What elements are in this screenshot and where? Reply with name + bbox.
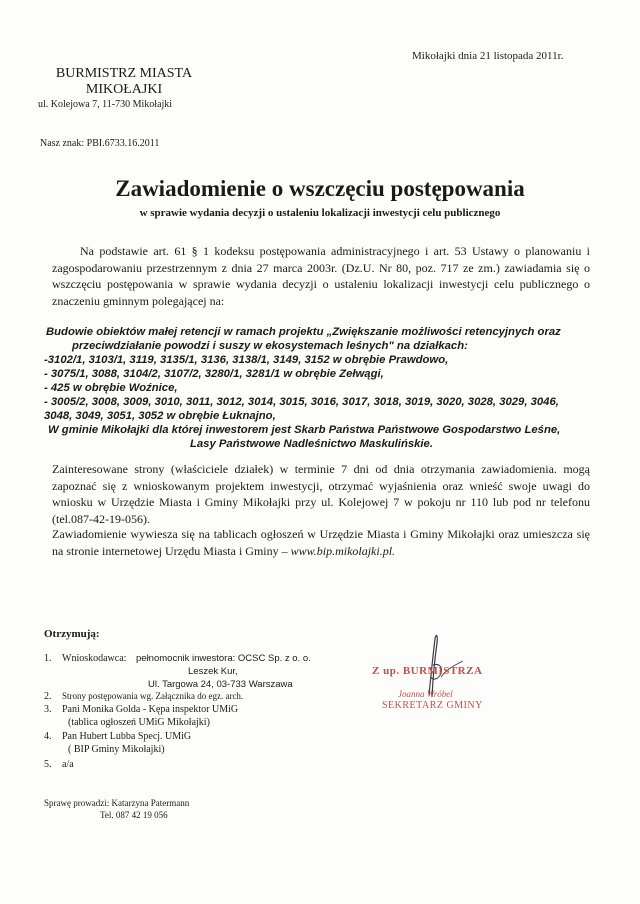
recipient-text: (tablica ogłoszeń UMiG Mikołajki)	[68, 717, 210, 728]
recipient-label: Wnioskodawca:	[62, 653, 127, 664]
issuer-name	[44, 66, 204, 98]
reference-number: Nasz znak: PBI.6733.16.2011	[40, 138, 160, 149]
document-subtitle: w sprawie wydania decyzji o ustaleniu lokalizacji inwestycji celu publicznego	[139, 207, 501, 219]
project-line: 3048, 3049, 3051, 3052 w obrębie Łuknajno,	[44, 410, 276, 422]
issuer-line-2: MIKOŁAJKI	[85, 82, 163, 97]
project-line: przeciwdziałanie powodzi i suszy w ekosystemach leśnych" na działkach:	[72, 340, 468, 352]
project-line: - 3075/1, 3088, 3104/2, 3107/2, 3280/1, 3281/1 w obrębie Zełwągi,	[44, 368, 384, 380]
publication-text: Zawiadomienie wywiesza się na tablicach ogłoszeń w Urzędzie Miasta i Gminy Mikołajki oraz umieszcza się na stronie internetowej Urzędu Miasta i Gminy –	[52, 527, 590, 558]
case-handler: Sprawę prowadzi: Katarzyna Patermann	[44, 798, 190, 808]
recipient-number: 5.	[44, 759, 52, 770]
recipient-number: 3.	[44, 704, 52, 715]
recipient-line: pełnomocnik inwestora: OCSC Sp. z o. o.	[136, 653, 311, 664]
date-line: Mikołajki dnia 21 listopada 2011r.	[412, 50, 564, 62]
project-line: Lasy Państwowe Nadleśnictwo Maskulińskie.	[190, 438, 433, 450]
recipient-text: Pani Monika Golda - Kępa inspektor UMiG	[62, 704, 239, 715]
recipients-heading: Otrzymują:	[44, 628, 100, 640]
stamp-line-3: SEKRETARZ GMINY	[382, 700, 483, 711]
recipient-text: a/a	[62, 759, 74, 770]
recipient-text: Strony postępowania wg. Załącznika do egz. arch.	[62, 691, 244, 701]
project-line: - 3005/2, 3008, 3009, 3010, 3011, 3012, 3014, 3015, 3016, 3017, 3018, 3019, 3020, 3028, 3029, 3046,	[44, 396, 559, 408]
recipient-number: 4.	[44, 731, 52, 742]
issuer-line-1: BURMISTRZ MIASTA	[55, 66, 193, 81]
recipient-text: Pan Hubert Lubba Specj. UMiG	[62, 731, 192, 742]
project-line: - 425 w obrębie Woźnice,	[44, 382, 178, 394]
bip-link[interactable]: www.bip.mikolajki.pl.	[290, 543, 396, 558]
recipient-line: Leszek Kur,	[188, 666, 238, 677]
recipient-text: ( BIP Gminy Mikołajki)	[68, 744, 165, 755]
case-handler-phone: Tel. 087 42 19 056	[100, 810, 168, 820]
recipient-line: Ul. Targowa 24, 03-733 Warszawa	[148, 679, 293, 690]
project-line: W gminie Mikołajki dla której inwestorem jest Skarb Państwa Państwowe Gospodarstwo Leśne,	[48, 424, 561, 436]
project-line: Budowie obiektów małej retencji w ramach projektu „Zwiększanie możliwości retencyjnych oraz	[46, 326, 561, 338]
stamp-line-1: Z up. BURMISTRZA	[372, 665, 483, 677]
interest-paragraph: Zainteresowane strony (właściciele działek) w terminie 7 dni od dnia otrzymania zawiadomienia. mogą zapoznać się z wnioskowanym projektem inwestycji, otrzymać wyjaśnienia oraz wnieść swoje uwagi do wniosku w Urzędzie Miasta i Gminy Mikołajki przy ul. Kolejowej 7 w pokoju nr 110 lub pod nr telefonu (tel.087-42-19-056).	[52, 462, 590, 526]
intro-paragraph: Na podstawie art. 61 § 1 kodeksu postępowania administracyjnego i art. 53 Ustawy o planowaniu i zagospodarowaniu przestrzennym z dnia 27 marca 2003r. (Dz.U. Nr 80, poz. 717 ze zm.) zawiadamia się o wszczęciu postępowania w sprawie wydania decyzji o ustaleniu lokalizacji inwestycji celu publicznego o znaczeniu gminnym polegającej na:	[52, 244, 590, 308]
recipient-number: 1.	[44, 653, 52, 664]
publication-paragraph	[52, 526, 590, 559]
recipient-number: 2.	[44, 691, 52, 702]
issuer-address: ul. Kolejowa 7, 11-730 Mikołajki	[38, 99, 173, 110]
project-line: -3102/1, 3103/1, 3119, 3135/1, 3136, 3138/1, 3149, 3152 w obrębie Prawdowo,	[44, 354, 449, 366]
stamp-line-2: Joanna Wróbel	[398, 689, 453, 699]
document-title: Zawiadomienie o wszczęciu postępowania	[115, 176, 525, 201]
